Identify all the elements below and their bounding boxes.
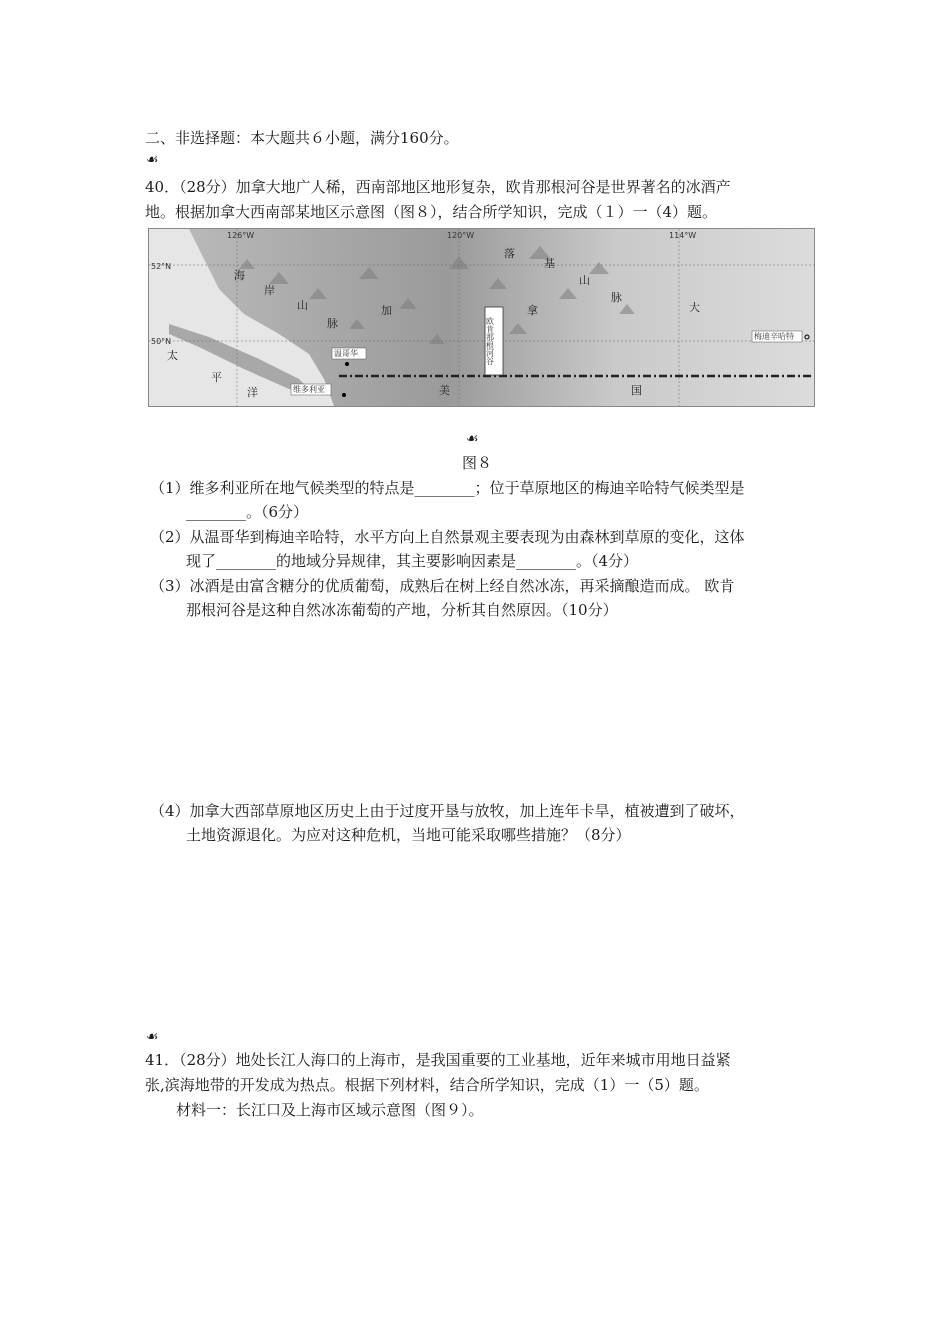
map-char-hai: 海 bbox=[234, 269, 245, 282]
map-char-shan: 山 bbox=[297, 299, 308, 312]
victoria-label: 维多利亚 bbox=[293, 385, 325, 394]
q41-material1: 材料一：长江口及上海市区域示意图（图９）。 bbox=[176, 1101, 484, 1119]
map-char-ping: 平 bbox=[211, 371, 222, 384]
map-char-da: 大 bbox=[689, 301, 700, 314]
vancouver-label: 温哥华 bbox=[334, 349, 358, 358]
q40-sub3-line2: 那根河谷是这种自然冰冻葡萄的产地，分析其自然原因。（10分） bbox=[186, 601, 618, 619]
q40-sub1-line1: （1）维多利亚所在地气候类型的特点是________；位于草原地区的梅迪辛哈特气候类型是 bbox=[150, 479, 745, 497]
q40-sub1-line2: ________。（6分） bbox=[186, 503, 309, 521]
victoria-dot bbox=[342, 393, 346, 397]
map-char-an: 岸 bbox=[264, 284, 275, 297]
paragraph-mark-icon: ☙ bbox=[466, 431, 479, 447]
q40-sub2-line1: （2）从温哥华到梅迪辛哈特，水平方向上自然景观主要表现为由森林到草原的变化，这体 bbox=[150, 528, 745, 546]
lon-120: 120°W bbox=[447, 231, 475, 240]
q41-intro-line2: 张,滨海地带的开发成为热点。根据下列材料，结合所学知识，完成（1）一（5）题。 bbox=[145, 1076, 709, 1094]
lon-114: 114°W bbox=[669, 231, 697, 240]
map-char-yang: 洋 bbox=[247, 386, 258, 399]
map-char-mai: 脉 bbox=[327, 317, 338, 330]
vancouver-dot bbox=[345, 362, 349, 366]
section-heading: 二、非选择题：本大题共６小题，满分160分。 bbox=[145, 129, 459, 147]
okanagan-label: 欧肯那根河谷 bbox=[485, 317, 495, 365]
canada-sw-map bbox=[148, 228, 815, 407]
map-char-tai: 太 bbox=[167, 349, 178, 362]
map-char-guo: 国 bbox=[631, 384, 642, 397]
lat-52: 52°N bbox=[151, 262, 172, 271]
figure-caption: 图８ bbox=[462, 454, 493, 472]
q40-intro-line1: 40．（28分）加拿大地广人稀，西南部地区地形复杂，欧肯那根河谷是世界著名的冰酒产 bbox=[145, 178, 731, 196]
lon-126: 126°W bbox=[227, 231, 255, 240]
medicine-hat-label: 梅迪辛哈特 bbox=[754, 332, 794, 341]
q40-sub3-line1: （3）冰酒是由富含糖分的优质葡萄，成熟后在树上经自然冰冻，再采摘酿造而成。 欧肯 bbox=[150, 577, 735, 595]
map-char-mei: 美 bbox=[439, 384, 450, 397]
map-char-jia: 加 bbox=[381, 304, 392, 317]
map-char-shan2: 山 bbox=[579, 274, 590, 287]
paragraph-mark-icon: ☙ bbox=[146, 152, 159, 168]
q40-sub2-line2: 现了________的地域分异规律，其主要影响因素是________。（4分） bbox=[186, 552, 639, 570]
map-char-mai2: 脉 bbox=[611, 291, 622, 304]
map-char-luo: 落 bbox=[504, 247, 515, 260]
q40-intro-line2: 地。根据加拿大西南部某地区示意图（图８），结合所学知识，完成（１）一（4）题。 bbox=[145, 203, 718, 221]
map-char-ji: 基 bbox=[544, 257, 555, 270]
q40-sub4-line1: （4）加拿大西部草原地区历史上由于过度开垦与放牧，加上连年卡旱，植被遭到了破坏， bbox=[150, 802, 745, 820]
map-char-na: 拿 bbox=[527, 304, 538, 317]
paragraph-mark-icon: ☙ bbox=[146, 1029, 159, 1045]
lat-50: 50°N bbox=[151, 337, 172, 346]
q41-intro-line1: 41．（28分）地处长江人海口的上海市，是我国重要的工业基地，近年来城市用地日益紧 bbox=[145, 1051, 731, 1069]
q40-sub4-line2: 土地资源退化。为应对这种危机，当地可能采取哪些措施？（8分） bbox=[186, 826, 631, 844]
